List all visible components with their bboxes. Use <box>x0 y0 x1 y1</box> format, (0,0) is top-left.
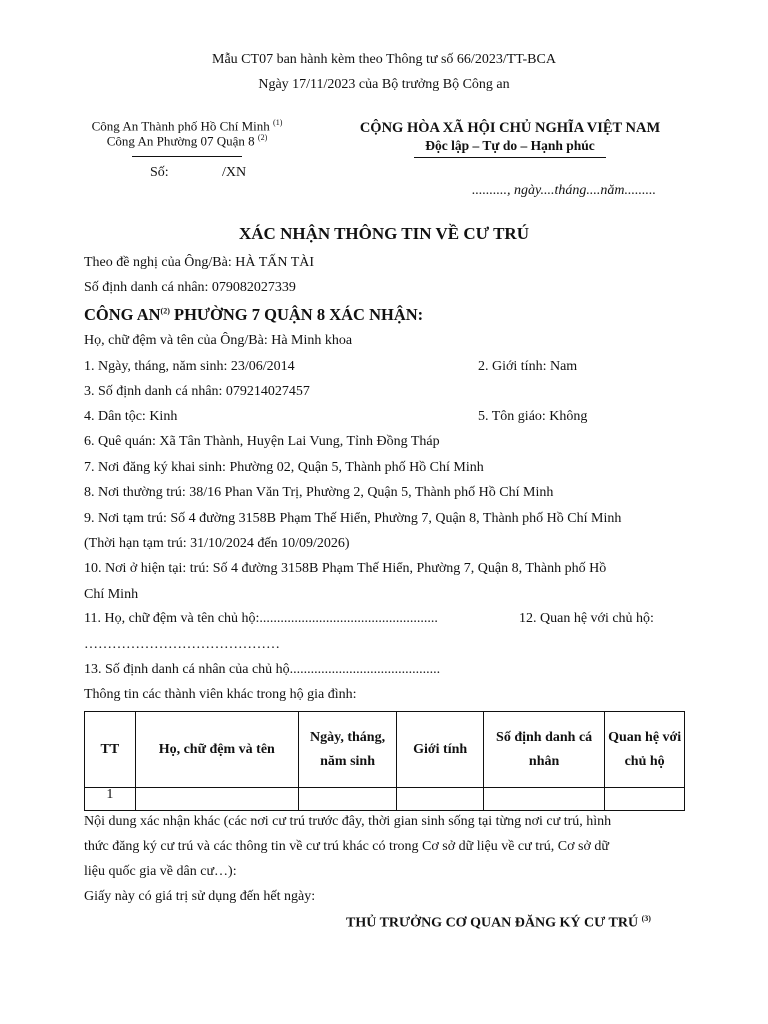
person-permanent-residence: 8. Nơi thường trú: 38/16 Phan Văn Trị, Phường 2, Quận 5, Thành phố Hồ Chí Minh <box>84 485 554 500</box>
person-hometown: 6. Quê quán: Xã Tân Thành, Huyện Lai Vung, Tỉnh Đồng Tháp <box>84 434 440 449</box>
place-date-line: .........., ngày....tháng....năm......... <box>472 183 656 198</box>
members-intro: Thông tin các thành viên khác trong hộ gia đình: <box>84 687 357 702</box>
person-full-name: Họ, chữ đệm và tên của Ông/Bà: Hà Minh khoa <box>84 333 353 348</box>
document-title: XÁC NHẬN THÔNG TIN VỀ CƯ TRÚ <box>239 224 529 243</box>
requester-line: Theo đề nghị của Ông/Bà: HÀ TẤN TÀI <box>84 255 315 270</box>
table-header-row <box>85 712 685 788</box>
agency-ward <box>82 133 292 149</box>
requester-id-line: Số định danh cá nhân: 079082027339 <box>84 280 296 295</box>
document-number-suffix: /XN <box>222 165 247 180</box>
note-ref: (1) <box>273 118 283 127</box>
confirm-heading-part1: CÔNG AN <box>84 305 161 324</box>
cell-gender <box>397 788 484 811</box>
confirm-heading-part2: PHƯỜNG 7 QUẬN 8 XÁC NHẬN: <box>169 305 424 324</box>
header-name: Họ, chữ đệm và tên <box>135 712 298 788</box>
document-number-label: Số: <box>150 165 169 180</box>
note-ref: (3) <box>641 914 651 923</box>
agency-city-label: Công An Thành phố Hồ Chí Minh <box>91 118 270 134</box>
cell-name <box>135 788 298 811</box>
header-tt: TT <box>85 712 136 788</box>
person-id-number: 3. Số định danh cá nhân: 079214027457 <box>84 384 310 399</box>
person-gender: 2. Giới tính: Nam <box>478 359 578 374</box>
person-current-residence-cont: Chí Minh <box>84 587 139 602</box>
note-ref: (2) <box>257 133 268 142</box>
cell-relation <box>605 788 685 811</box>
signatory-label: THỦ TRƯỞNG CƠ QUAN ĐĂNG KÝ CƯ TRÚ <box>346 915 639 931</box>
agency-city <box>82 118 292 134</box>
header-relation: Quan hệ với chủ hộ <box>605 712 685 788</box>
agency-ward-label: Công An Phường 07 Quận 8 <box>106 133 255 149</box>
table-row <box>85 788 685 811</box>
agency-underline <box>132 156 242 157</box>
person-dob: 1. Ngày, tháng, năm sinh: 23/06/2014 <box>84 359 295 374</box>
header-dob: Ngày, tháng, năm sinh <box>298 712 397 788</box>
person-religion: 5. Tôn giáo: Không <box>478 409 588 424</box>
other-info-line-1: Nội dung xác nhận khác (các nơi cư trú trước đây, thời gian sinh sống tại từng nơi cư trú, hình <box>84 814 612 829</box>
household-members-table <box>84 711 685 811</box>
person-ethnicity: 4. Dân tộc: Kinh <box>84 409 178 424</box>
header-gender: Giới tính <box>397 712 484 788</box>
relation-dots: …………………………………… <box>84 637 280 652</box>
household-head-name: 11. Họ, chữ đệm và tên chủ hộ:................................................... <box>84 611 438 626</box>
motto-underline <box>414 157 606 158</box>
cell-id <box>483 788 604 811</box>
validity-line: Giấy này có giá trị sử dụng đến hết ngày: <box>84 889 316 904</box>
relation-to-head: 12. Quan hệ với chủ hộ: <box>519 611 654 626</box>
note-ref: (2) <box>160 306 170 316</box>
other-info-line-2: thức đăng ký cư trú và các thông tin về cư trú khác có trong Cơ sở dữ liệu về cư trú, Cơ sở dữ <box>84 839 609 854</box>
other-info-line-3: liệu quốc gia về dân cư…): <box>84 864 237 879</box>
household-head-id: 13. Số định danh cá nhân của chủ hộ........................................... <box>84 662 441 677</box>
confirm-heading <box>84 305 423 325</box>
cell-tt: 1 <box>85 788 136 811</box>
header-id: Số định danh cá nhân <box>483 712 604 788</box>
person-birth-registration: 7. Nơi đăng ký khai sinh: Phường 02, Quận 5, Thành phố Hồ Chí Minh <box>84 460 484 475</box>
signatory-title <box>346 914 651 932</box>
person-current-residence: 10. Nơi ở hiện tại: trú: Số 4 đường 3158B Phạm Thế Hiển, Phường 7, Quận 8, Thành phố Hồ <box>84 561 607 576</box>
national-motto: Độc lập – Tự do – Hạnh phúc <box>425 138 595 153</box>
form-code-line: Mẫu CT07 ban hành kèm theo Thông tư số 66/2023/TT-BCA <box>212 52 556 67</box>
form-issue-line: Ngày 17/11/2023 của Bộ trưởng Bộ Công an <box>258 77 510 92</box>
national-title: CỘNG HÒA XÃ HỘI CHỦ NGHĨA VIỆT NAM <box>359 120 661 136</box>
person-temporary-term: (Thời hạn tạm trú: 31/10/2024 đến 10/09/2026) <box>84 536 350 551</box>
person-temporary-residence: 9. Nơi tạm trú: Số 4 đường 3158B Phạm Thế Hiển, Phường 7, Quận 8, Thành phố Hồ Chí Minh <box>84 511 622 526</box>
cell-dob <box>298 788 397 811</box>
